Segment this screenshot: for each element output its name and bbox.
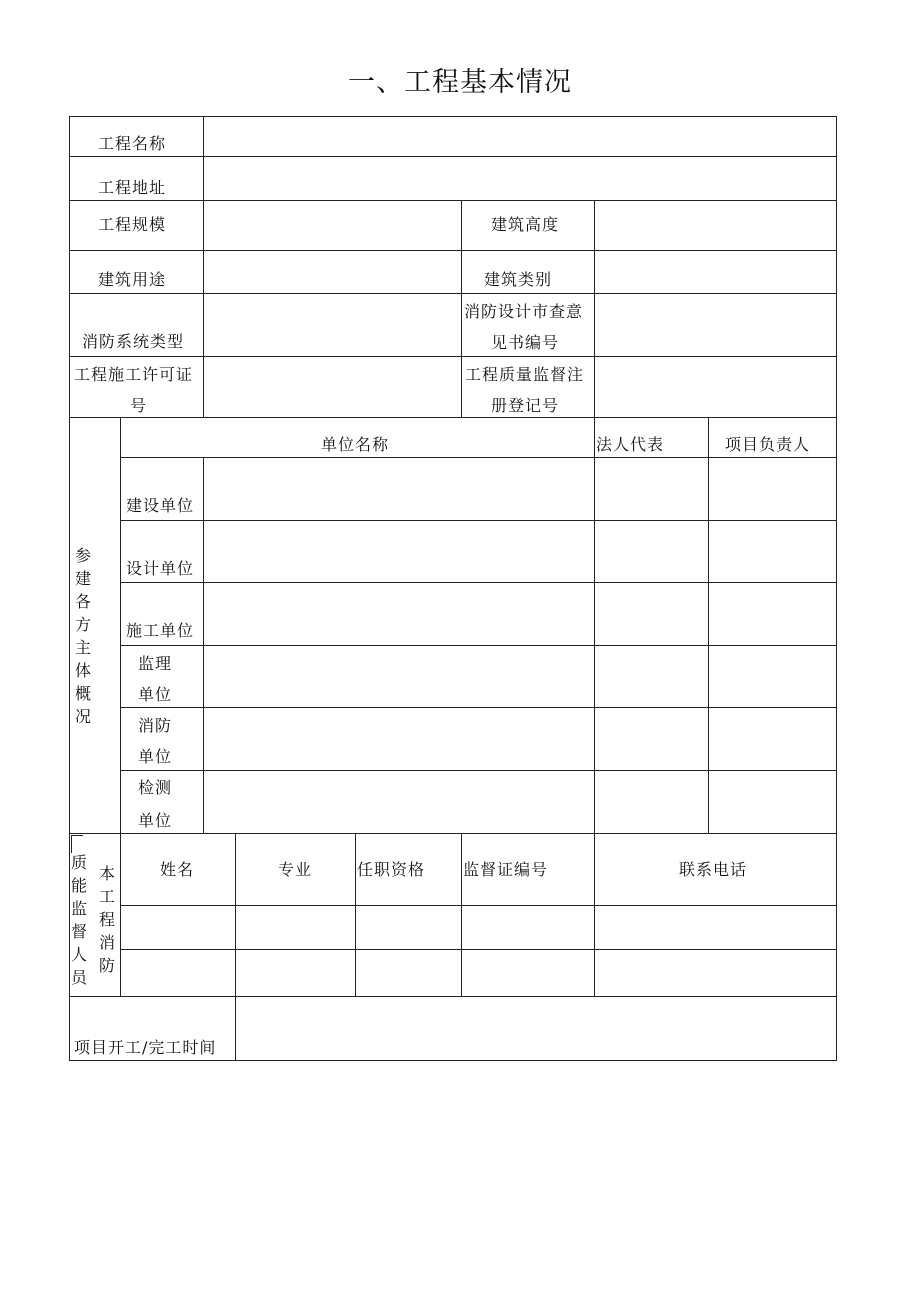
building-height-field[interactable] bbox=[595, 201, 836, 250]
col-divider bbox=[594, 833, 595, 996]
header-name: 姓名 bbox=[160, 860, 195, 879]
construction-permit-no-field[interactable] bbox=[204, 357, 461, 417]
table-border-right bbox=[836, 116, 837, 1061]
party-fire-unit-line2: 单位 bbox=[138, 747, 173, 766]
parties-group-label: 参建各方主体概况 bbox=[74, 546, 91, 726]
building-category-field[interactable] bbox=[595, 251, 836, 293]
col-divider bbox=[708, 417, 709, 833]
quality-supervision-reg-field[interactable] bbox=[595, 357, 836, 417]
testing-unit-name-field[interactable] bbox=[204, 771, 594, 833]
supervision-unit-name-field[interactable] bbox=[204, 646, 594, 707]
label-fire-design-review-no: 消防设计市查意 bbox=[464, 302, 584, 321]
label-building-use: 建筑用途 bbox=[98, 270, 167, 289]
party-design-unit: 设计单位 bbox=[126, 559, 195, 578]
label-project-address: 工程地址 bbox=[98, 178, 167, 197]
header-qualification: 任职资格 bbox=[357, 860, 426, 879]
party-testing-unit-line2: 单位 bbox=[138, 811, 173, 830]
col-divider bbox=[355, 833, 356, 996]
col-divider bbox=[461, 200, 462, 417]
builder-unit-name-field[interactable] bbox=[204, 583, 594, 645]
design-unit-name-field[interactable] bbox=[204, 521, 594, 582]
label-quality-supervision-reg: 工程质量监督注 bbox=[465, 365, 585, 384]
party-fire-unit: 消防 bbox=[138, 716, 173, 735]
supervisors-group-label: 质能监督人员 bbox=[70, 853, 87, 987]
fire-unit-name-field[interactable] bbox=[204, 708, 594, 770]
party-testing-unit: 检测 bbox=[138, 778, 173, 797]
label-quality-supervision-reg-line2: 册登记号 bbox=[491, 396, 560, 415]
project-scale-field[interactable] bbox=[204, 201, 461, 250]
label-start-end-time: 项目开工/完工时间 bbox=[74, 1038, 217, 1057]
label-fire-system-type: 消防系统类型 bbox=[82, 332, 185, 351]
label-construction-permit-no-line2: 号 bbox=[130, 396, 148, 415]
party-construction-unit: 建设单位 bbox=[126, 496, 195, 515]
label-fire-design-review-no-line2: 见书编号 bbox=[491, 333, 560, 352]
fire-system-type-field[interactable] bbox=[204, 294, 461, 356]
party-supervision-unit-line2: 单位 bbox=[138, 685, 173, 704]
label-building-height: 建筑高度 bbox=[491, 215, 560, 234]
label-construction-permit-no: 工程施工许可证 bbox=[74, 365, 194, 384]
supervisors-sub-label: 本工程消防 bbox=[98, 864, 115, 975]
project-address-field[interactable] bbox=[204, 157, 836, 200]
party-builder-unit: 施工单位 bbox=[126, 621, 195, 640]
label-project-scale: 工程规模 bbox=[98, 215, 167, 234]
row-divider bbox=[69, 833, 837, 834]
col-divider bbox=[461, 833, 462, 996]
header-cert-no: 监督证编号 bbox=[463, 860, 549, 879]
building-use-field[interactable] bbox=[204, 251, 461, 293]
col-divider bbox=[594, 417, 595, 833]
supervisor-name-field[interactable] bbox=[121, 950, 235, 996]
header-legal-rep: 法人代表 bbox=[596, 435, 665, 454]
header-phone: 联系电话 bbox=[679, 860, 748, 879]
start-end-time-field[interactable] bbox=[236, 997, 836, 1060]
label-building-category: 建筑类别 bbox=[484, 270, 553, 289]
project-info-form bbox=[69, 116, 837, 1061]
construction-unit-name-field[interactable] bbox=[204, 458, 594, 520]
fire-design-review-no-field[interactable] bbox=[595, 294, 836, 356]
row-divider bbox=[69, 417, 837, 418]
supervisor-name-field[interactable] bbox=[121, 906, 235, 949]
page-title: 一、工程基本情况 bbox=[348, 67, 572, 98]
label-project-name: 工程名称 bbox=[98, 134, 167, 153]
party-supervision-unit: 监理 bbox=[138, 654, 173, 673]
header-unit-name: 单位名称 bbox=[321, 435, 390, 454]
bracket-mark bbox=[71, 835, 83, 836]
project-name-field[interactable] bbox=[204, 117, 836, 156]
header-major: 专业 bbox=[278, 860, 313, 879]
header-project-lead: 项目负责人 bbox=[725, 435, 811, 454]
